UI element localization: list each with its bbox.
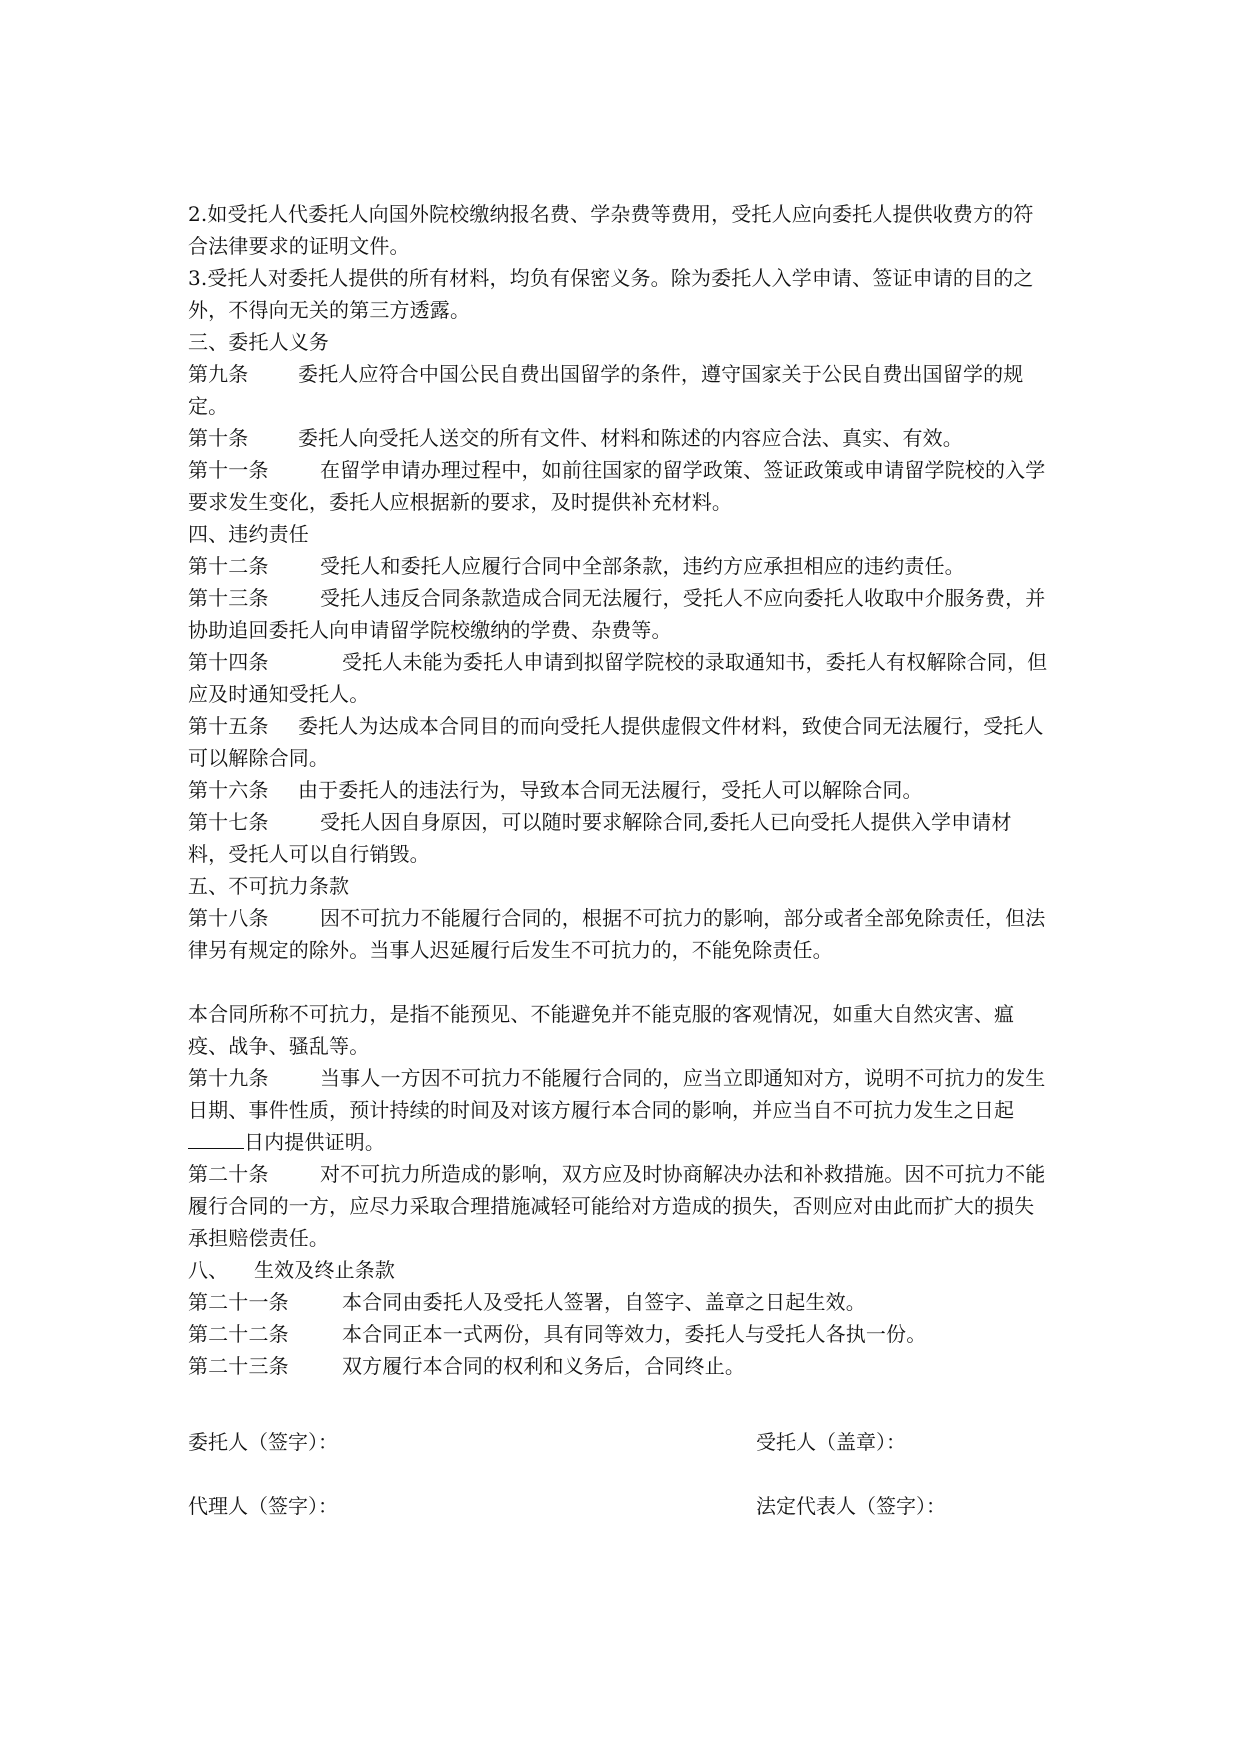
- clause-paragraph: 第二十二条 本合同正本一式两份，具有同等效力，委托人与受托人各执一份。: [188, 1318, 1048, 1350]
- clause-paragraph: 第十六条 由于委托人的违法行为，导致本合同无法履行，受托人可以解除合同。: [188, 774, 1048, 806]
- clause-paragraph: 第十一条 在留学申请办理过程中，如前往国家的留学政策、签证政策或申请留学院校的入学要求发生变化，委托人应根据新的要求，及时提供补充材料。: [188, 454, 1048, 518]
- clause-paragraph: 第十四条 受托人未能为委托人申请到拟留学院校的录取通知书，委托人有权解除合同，但应及时通知受托人。: [188, 646, 1048, 710]
- clause-paragraph: 第十八条 因不可抗力不能履行合同的，根据不可抗力的影响，部分或者全部免除责任，但法律另有规定的除外。当事人迟延履行后发生不可抗力的，不能免除责任。: [188, 902, 1048, 966]
- section-heading: 八、 生效及终止条款: [188, 1254, 1048, 1286]
- principal-signature-label: 委托人（签字）：: [188, 1430, 338, 1454]
- clause-paragraph: 第十九条 当事人一方因不可抗力不能履行合同的，应当立即通知对方，说明不可抗力的发生日期、事件性质，预计持续的时间及对该方履行本合同的影响，并应当自不可抗力发生之日起日内提供证明。: [188, 1062, 1048, 1158]
- clause-label: 第十三条: [188, 586, 269, 610]
- clause-paragraph: 第十二条 受托人和委托人应履行合同中全部条款，违约方应承担相应的违约责任。: [188, 550, 1048, 582]
- agent-seal-label: 受托人（盖章）：: [756, 1430, 906, 1454]
- signature-row: [188, 1490, 1048, 1522]
- clause-paragraph: 2.如受托人代委托人向国外院校缴纳报名费、学杂费等费用，受托人应向委托人提供收费方的符合法律要求的证明文件。: [188, 202, 1034, 258]
- clause-label: 第十条: [188, 426, 249, 450]
- clause-paragraph: 第十五条 委托人为达成本合同目的而向受托人提供虚假文件材料，致使合同无法履行，受托人可以解除合同。: [188, 710, 1048, 774]
- clause-label: 第九条: [188, 362, 249, 386]
- clause-label: 第十五条: [188, 714, 269, 738]
- clause-paragraph: 第九条 委托人应符合中国公民自费出国留学的条件，遵守国家关于公民自费出国留学的规定。: [188, 358, 1048, 422]
- clause-label: 第十九条: [188, 1066, 269, 1090]
- signature-block: [188, 1426, 1048, 1554]
- clause-label: 第十二条: [188, 554, 269, 578]
- representative-signature-label: 代理人（签字）：: [188, 1494, 338, 1518]
- clause-paragraph: 第十三条 受托人违反合同条款造成合同无法履行，受托人不应向委托人收取中介服务费，并协助追回委托人向申请留学院校缴纳的学费、杂费等。: [188, 582, 1048, 646]
- clause-paragraph: 第二十条 对不可抗力所造成的影响，双方应及时协商解决办法和补救措施。因不可抗力不能履行合同的一方，应尽力采取合理措施减轻可能给对方造成的损失，否则应对由此而扩大的损失承担赔偿责任。: [188, 1158, 1048, 1254]
- section-heading: 五、不可抗力条款: [188, 874, 350, 898]
- signature-row: [188, 1426, 1048, 1458]
- days-blank-field[interactable]: [188, 1126, 244, 1149]
- clause-paragraph: 本合同所称不可抗力，是指不能预见、不能避免并不能克服的客观情况，如重大自然灾害、瘟疫、战争、骚乱等。: [188, 1002, 1015, 1058]
- clause-paragraph: 第二十一条 本合同由委托人及受托人签署，自签字、盖章之日起生效。: [188, 1286, 1048, 1318]
- clause-label: 第二十三条: [188, 1354, 289, 1378]
- clause-paragraph: 第二十三条 双方履行本合同的权利和义务后，合同终止。: [188, 1350, 1048, 1382]
- section-number: 八、: [188, 1258, 229, 1282]
- clause-label: 第二十条: [188, 1162, 269, 1186]
- contract-body: [188, 198, 1048, 1382]
- clause-label: 第十一条: [188, 458, 269, 482]
- clause-label: 第二十二条: [188, 1322, 289, 1346]
- clause-paragraph: 3.受托人对委托人提供的所有材料，均负有保密义务。除为委托人入学申请、签证申请的目的之外，不得向无关的第三方透露。: [188, 266, 1034, 322]
- clause-paragraph: 第十七条 受托人因自身原因，可以随时要求解除合同,委托人已向受托人提供入学申请材料，受托人可以自行销毁。: [188, 806, 1048, 870]
- legal-rep-signature-label: 法定代表人（签字）：: [756, 1494, 946, 1518]
- clause-label: 第十六条: [188, 778, 269, 802]
- clause-label: 第十八条: [188, 906, 269, 930]
- clause-label: 第十四条: [188, 650, 269, 674]
- clause-label: 第十七条: [188, 810, 269, 834]
- section-heading: 三、委托人义务: [188, 330, 330, 354]
- section-heading: 四、违约责任: [188, 522, 309, 546]
- paragraph-spacer: [188, 966, 1048, 998]
- clause-paragraph: 第十条 委托人向受托人送交的所有文件、材料和陈述的内容应合法、真实、有效。: [188, 422, 1048, 454]
- clause-label: 第二十一条: [188, 1290, 289, 1314]
